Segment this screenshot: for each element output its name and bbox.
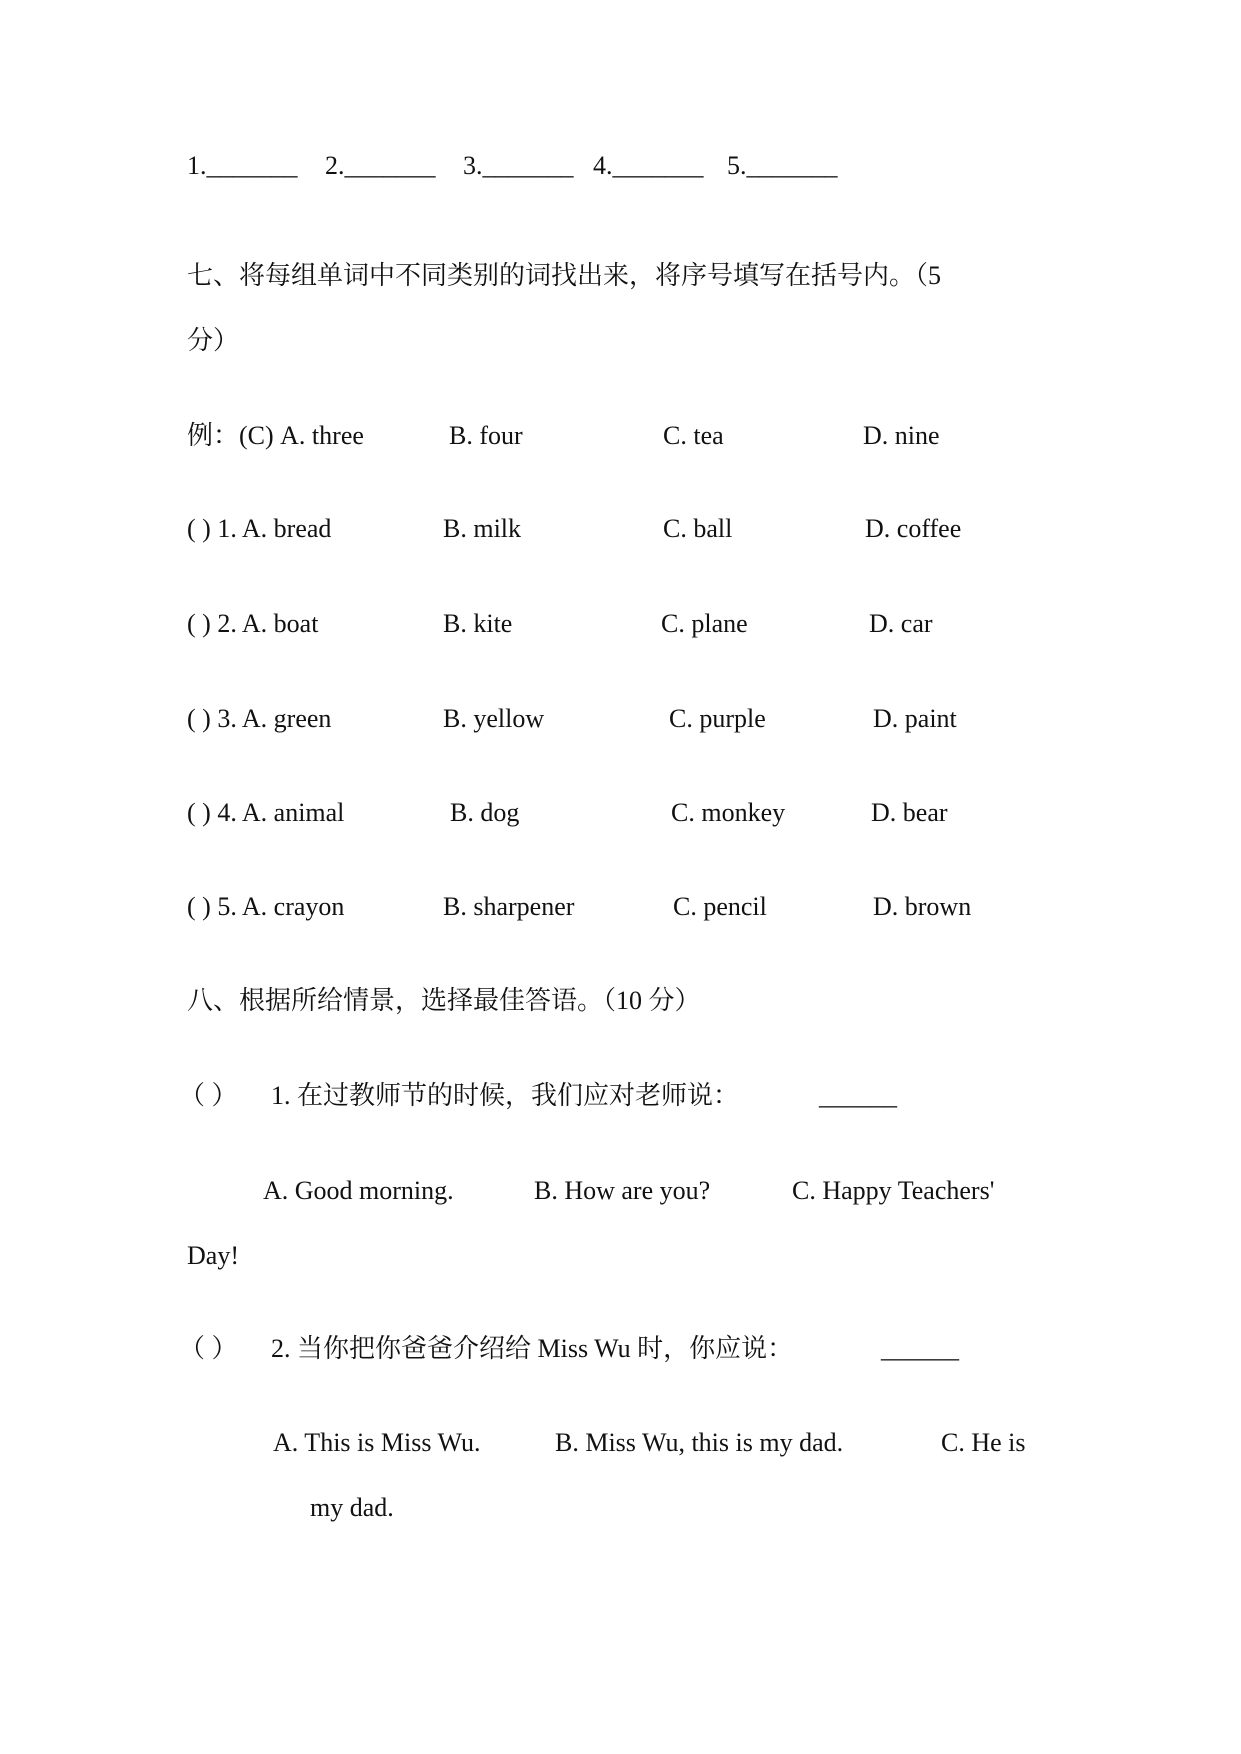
answer-blank-4: 4._______ bbox=[593, 151, 704, 180]
question-option-c: C. purple bbox=[669, 704, 766, 733]
answer-blank-3: 3._______ bbox=[463, 151, 574, 180]
example-option-c: C. tea bbox=[663, 421, 724, 450]
q1-blank: ______ bbox=[819, 1081, 897, 1110]
question-option-b: B. kite bbox=[443, 609, 513, 638]
section8-title: 八、根据所给情景，选择最佳答语。（10 分） bbox=[187, 986, 701, 1015]
q1-stem: 1. 在过教师节的时候，我们应对老师说： bbox=[271, 1081, 740, 1110]
q2-answer-paren: （ ） bbox=[179, 1334, 238, 1363]
question-option-a: ( ) 4. A. animal bbox=[187, 798, 345, 827]
q2-option-a: A. This is Miss Wu. bbox=[273, 1428, 481, 1457]
q2-option-c-continued: my dad. bbox=[310, 1493, 394, 1522]
question-option-a: ( ) 5. A. crayon bbox=[187, 892, 345, 921]
question-option-d: D. coffee bbox=[865, 514, 962, 543]
example-option-a: 例：(C) A. three bbox=[187, 421, 364, 450]
answer-blank-1: 1._______ bbox=[187, 151, 298, 180]
question-option-d: D. car bbox=[869, 609, 933, 638]
question-option-d: D. brown bbox=[873, 892, 972, 921]
question-option-b: B. dog bbox=[450, 798, 520, 827]
q2-option-b: B. Miss Wu, this is my dad. bbox=[555, 1428, 844, 1457]
question-option-c: C. pencil bbox=[673, 892, 767, 921]
question-option-b: B. milk bbox=[443, 514, 522, 543]
question-option-a: ( ) 3. A. green bbox=[187, 704, 332, 733]
section7-title-line1: 七、将每组单词中不同类别的词找出来，将序号填写在括号内。（5 bbox=[187, 261, 942, 290]
question-option-a: ( ) 1. A. bread bbox=[187, 514, 332, 543]
question-option-d: D. paint bbox=[873, 704, 957, 733]
q2-option-c: C. He is bbox=[941, 1428, 1026, 1457]
question-option-c: C. plane bbox=[661, 609, 748, 638]
answer-blank-2: 2._______ bbox=[325, 151, 436, 180]
question-option-c: C. ball bbox=[663, 514, 733, 543]
section7-title-line2: 分） bbox=[187, 326, 240, 355]
answer-blank-5: 5._______ bbox=[727, 151, 838, 180]
q1-option-c: C. Happy Teachers' bbox=[792, 1176, 995, 1205]
question-option-d: D. bear bbox=[871, 798, 948, 827]
question-option-c: C. monkey bbox=[671, 798, 786, 827]
example-option-b: B. four bbox=[449, 421, 523, 450]
q1-option-b: B. How are you? bbox=[534, 1176, 711, 1205]
example-option-d: D. nine bbox=[863, 421, 940, 450]
q1-option-c-continued: Day! bbox=[187, 1241, 239, 1270]
q2-stem: 2. 当你把你爸爸介绍给 Miss Wu 时，你应说： bbox=[271, 1334, 794, 1363]
q2-blank: ______ bbox=[881, 1334, 959, 1363]
question-option-b: B. yellow bbox=[443, 704, 545, 733]
question-option-a: ( ) 2. A. boat bbox=[187, 609, 319, 638]
q1-answer-paren: （ ） bbox=[179, 1081, 238, 1110]
question-option-b: B. sharpener bbox=[443, 892, 575, 921]
q1-option-a: A. Good morning. bbox=[263, 1176, 454, 1205]
